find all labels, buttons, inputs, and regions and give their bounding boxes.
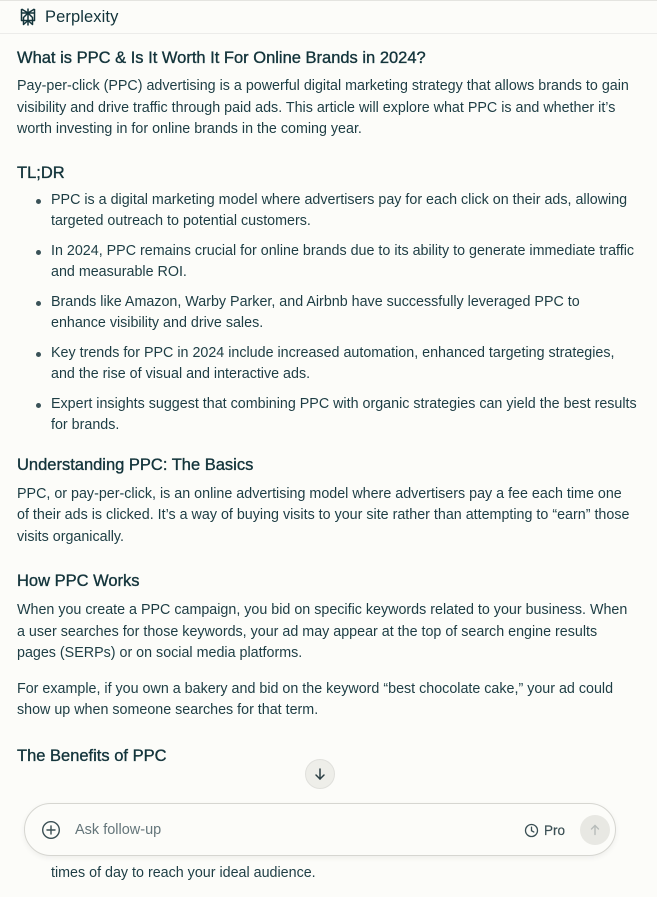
list-item: PPC is a digital marketing model where advertisers pay for each click on their ads, allowing targeted outreach to potential customers. bbox=[51, 190, 637, 233]
how-heading: How PPC Works bbox=[17, 572, 140, 590]
basics-paragraph: PPC, or pay-per-click, is an online advertising model where advertisers pay a fee each time one of their ads is clicked. It’s a way of buying visits to your site rather than attempting to “earn” those visits organically. bbox=[17, 485, 630, 545]
top-bar bbox=[0, 0, 657, 34]
arrow-down-icon bbox=[313, 767, 327, 781]
pro-toggle[interactable] bbox=[524, 821, 565, 839]
how-paragraph-2: For example, if you own a bakery and bid on the keyword “best chocolate cake,” your ad could show up when someone searches for that term. bbox=[17, 680, 614, 718]
basics-heading: Understanding PPC: The Basics bbox=[17, 455, 254, 474]
follow-up-composer bbox=[24, 803, 616, 856]
follow-up-input[interactable] bbox=[75, 819, 505, 841]
list-item: In 2024, PPC remains crucial for online brands due to its ability to generate immediate traffic and measurable ROI. bbox=[51, 241, 637, 284]
plus-circle-icon[interactable] bbox=[41, 820, 61, 840]
scroll-down-button[interactable] bbox=[305, 759, 335, 789]
list-item: Key trends for PPC in 2024 include increased automation, enhanced targeting strategies, and the rise of visual and interactive ads. bbox=[51, 343, 637, 386]
tldr-list bbox=[17, 190, 637, 437]
clock-icon bbox=[524, 823, 539, 838]
arrow-up-icon bbox=[589, 824, 601, 836]
article-body bbox=[17, 32, 637, 766]
how-paragraph-1: When you create a PPC campaign, you bid on specific keywords related to your business. When a user searches for those keywords, your ad may appear at the top of search engine results pages (SERPs) or on social media platforms. bbox=[17, 602, 628, 661]
intro-paragraph: Pay-per-click (PPC) advertising is a powerful digital marketing strategy that allows brands to gain visibility and drive traffic through paid ads. This article will explore what PPC is and whether it’s worth investing in for online brands in the coming year. bbox=[17, 78, 629, 137]
article-title: What is PPC & Is It Worth It For Online Brands in 2024? bbox=[17, 49, 426, 67]
tldr-heading: TL;DR bbox=[17, 163, 65, 182]
list-item: Brands like Amazon, Warby Parker, and Airbnb have successfully leveraged PPC to enhance visibility and drive sales. bbox=[51, 292, 637, 335]
benefits-tail-text: times of day to reach your ideal audience. bbox=[51, 865, 316, 881]
perplexity-logo-icon[interactable] bbox=[18, 7, 38, 27]
pro-label: Pro bbox=[544, 822, 566, 838]
benefits-heading: The Benefits of PPC bbox=[17, 746, 167, 765]
brand-name[interactable]: Perplexity bbox=[45, 7, 119, 26]
list-item: Expert insights suggest that combining PPC with organic strategies can yield the best results for brands. bbox=[51, 394, 637, 437]
submit-button[interactable] bbox=[580, 815, 610, 845]
